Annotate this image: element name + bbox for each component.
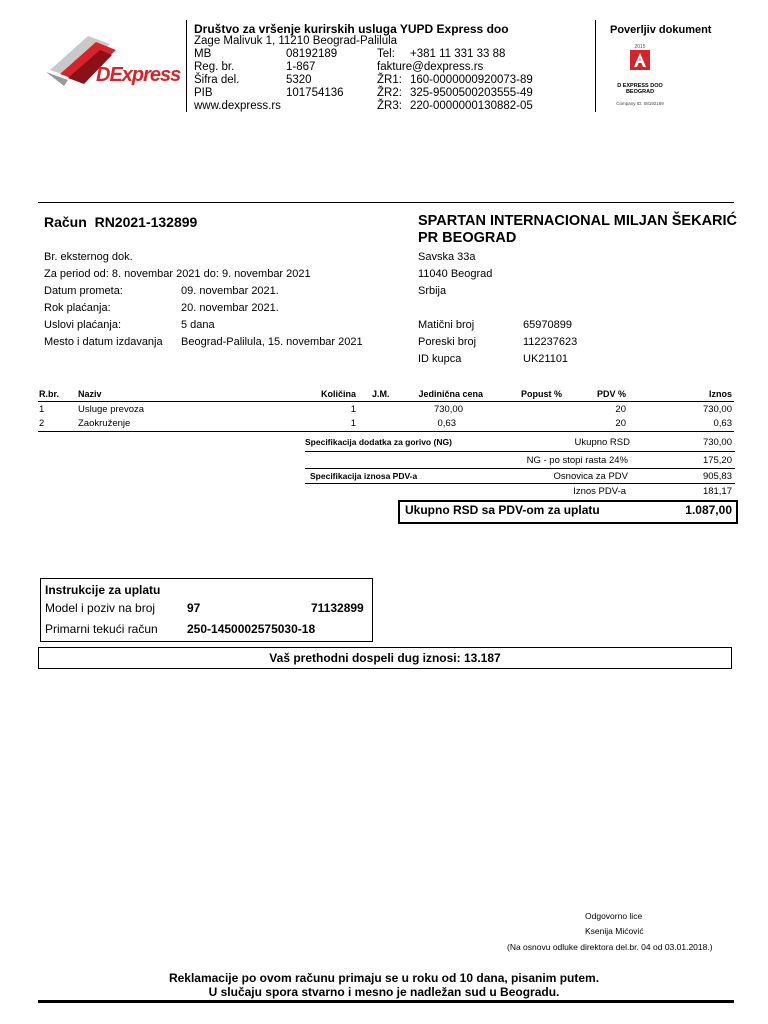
badge-a-icon [630, 50, 650, 70]
customer-address-line-1: Savska 33a [418, 251, 476, 263]
customer-mb-value: 65970899 [523, 319, 572, 331]
badge-company: D EXPRESS DOO BEOGRAD [617, 83, 663, 95]
field-datum-prometa-value: 09. novembar 2021. [181, 285, 279, 297]
customer-address-line-3: Srbija [418, 285, 447, 297]
total-label: Ukupno RSD sa PDV-om za uplatu [405, 503, 600, 517]
table-bottom-rule [38, 431, 734, 432]
row1-kolicina: 1 [350, 404, 356, 415]
field-rok-label: Rok plaćanja: [44, 302, 111, 314]
summary-pdv-value: 181,17 [702, 486, 732, 497]
header-divider-right [595, 20, 596, 112]
customer-address-line-2: 11040 Beograd [418, 268, 493, 280]
row2-pdv: 20 [615, 418, 626, 429]
confidential-title: Poverljiv dokument [610, 24, 712, 36]
company-pib-label: PIB [194, 87, 213, 99]
footer-line-1: Reklamacije po ovom računu primaju se u roku od 10 dana, pisanim putem. [168, 971, 600, 985]
signature-name: Ksenija Mićović [585, 926, 644, 936]
row1-rbr: 1 [39, 404, 45, 415]
field-rok-value: 20. novembar 2021. [181, 302, 279, 314]
row2-naziv: Zaokruženje [78, 418, 131, 429]
th-rbr: R.br. [39, 389, 60, 399]
company-sifra-value: 5320 [286, 74, 312, 86]
field-ext-doc-label: Br. eksternog dok. [44, 251, 133, 263]
logo-wordmark: DExpress [96, 64, 181, 86]
payment-model-label: Model i poziv na broj [45, 601, 156, 615]
company-email[interactable]: fakture@dexpress.rs [377, 61, 484, 73]
signature-note: (Na osnovu odluke direktora del.br. 04 od 03.01.2018.) [507, 942, 713, 952]
row2-iznos: 0,63 [713, 418, 732, 429]
company-logo [40, 28, 181, 98]
row1-iznos: 730,00 [702, 404, 732, 415]
company-pib-value: 101754136 [286, 87, 344, 99]
summary-ukupno-value: 730,00 [702, 437, 732, 448]
header-divider-left [186, 20, 187, 112]
payment-account-label: Primarni tekući račun [45, 622, 158, 636]
payment-model-value: 97 [187, 601, 201, 615]
th-kolicina: Količina [320, 389, 356, 399]
customer-pib-label: Poreski broj [418, 336, 477, 348]
field-uslovi-value: 5 dana [181, 319, 215, 331]
summary-pdv-label: Iznos PDV-a [573, 486, 626, 497]
company-tel-value: +381 11 331 33 88 [410, 48, 506, 60]
summary-osnovica-label: Osnovica za PDV [553, 471, 628, 482]
company-zr3-value: 220-0000000130882-05 [410, 100, 533, 112]
footer-line-2: U slučaju spora stvarno i mesno je nadležan sud u Beogradu. [208, 985, 560, 999]
field-datum-prometa-label: Datum prometa: [44, 285, 123, 297]
th-jm: J.M. [372, 389, 390, 399]
company-address: Zage Malivuk 1, 11210 Beograd-Palilula [194, 35, 398, 47]
customer-pib-value: 112237623 [523, 336, 578, 348]
row1-cena: 730,00 [433, 404, 463, 415]
payment-title: Instrukcije za uplatu [45, 583, 161, 597]
summary-rule-3 [305, 483, 735, 484]
row1-pdv: 20 [615, 404, 626, 415]
customer-id-value: UK21101 [523, 353, 569, 365]
field-mesto-label: Mesto i datum izdavanja [44, 336, 163, 348]
confidentiality-badge [608, 44, 672, 116]
company-name: Društvo za vršenje kurirskih usluga YUPD Express doo [194, 22, 509, 36]
company-sifra-label: Šifra del. [194, 74, 240, 86]
footer-bar [38, 1000, 734, 1003]
company-zr1-value: 160-0000000920073-89 [410, 74, 533, 86]
summary-osnovica-value: 905,83 [702, 471, 732, 482]
company-zr2-label: ŽR2: [377, 87, 402, 99]
company-zr3-label: ŽR3: [377, 100, 402, 112]
company-mb-label: MB [194, 48, 212, 60]
spec-vat-label: Specifikacija iznosa PDV-a [310, 471, 418, 481]
previous-debt-notice: Vaš prethodni dospeli dug iznosi: 13.187 [38, 647, 732, 669]
company-zr1-label: ŽR1: [377, 74, 402, 86]
payment-account-value: 250-1450002575030-18 [187, 622, 316, 636]
company-website[interactable]: www.dexpress.rs [194, 100, 281, 112]
field-mesto-value: Beograd-Palilula, 15. novembar 2021 [181, 336, 363, 348]
th-iznos: Iznos [708, 389, 732, 399]
row2-kolicina: 1 [350, 418, 356, 429]
total-value: 1.087,00 [685, 503, 732, 517]
summary-rule-1 [305, 451, 735, 452]
payment-instructions-box [40, 578, 373, 642]
invoice-number: RN2021-132899 [94, 214, 198, 230]
customer-mb-label: Matični broj [418, 319, 475, 331]
row2-cena: 0,63 [437, 418, 456, 429]
summary-ukupno-label: Ukupno RSD [574, 437, 630, 448]
badge-year: 2015 [634, 44, 646, 50]
invoice-label: Račun [44, 214, 87, 230]
summary-ng-label: NG - po stopi rasta 24% [526, 455, 628, 466]
invoice-title [44, 214, 197, 230]
company-reg-label: Reg. br. [194, 61, 235, 73]
signature-title: Odgovorno lice [585, 911, 643, 921]
company-mb-value: 08192189 [286, 48, 338, 60]
table-header-rule [38, 401, 734, 402]
field-uslovi-label: Uslovi plaćanja: [44, 319, 122, 331]
customer-name: SPARTAN INTERNACIONAL MILJAN ŠEKARIĆ PR BEOGRAD [418, 213, 738, 246]
company-reg-value: 1-867 [286, 61, 316, 73]
th-popust: Popust % [520, 389, 562, 399]
row1-naziv: Usluge prevoza [78, 404, 145, 415]
row2-rbr: 2 [39, 418, 45, 429]
company-zr2-value: 325-9500500203555-49 [410, 87, 533, 99]
payment-reference-value: 71132899 [311, 601, 364, 615]
th-pdv: PDV % [596, 389, 626, 399]
header-separator [38, 202, 734, 203]
badge-sub: Company ID: 08192189 [616, 101, 664, 106]
summary-ng-value: 175,20 [702, 455, 732, 466]
field-period-label: Za period od: 8. novembar 2021 do: 9. novembar 2021 [44, 268, 311, 280]
th-cena: Jedinična cena [418, 389, 483, 399]
summary-rule-2 [305, 468, 735, 469]
company-tel-label: Tel: [377, 48, 395, 60]
th-naziv: Naziv [78, 389, 102, 399]
customer-id-label: ID kupca [418, 353, 462, 365]
spec-fuel-label: Specifikacija dodatka za gorivo (NG) [305, 437, 452, 447]
